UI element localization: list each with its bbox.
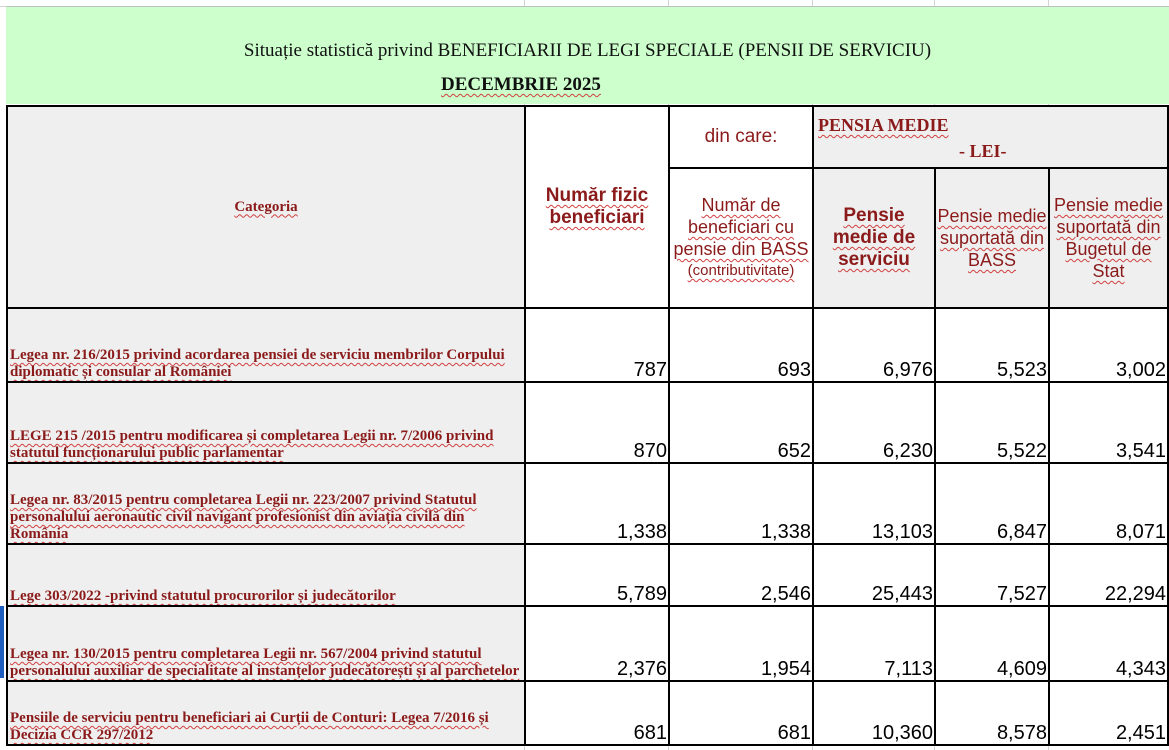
table-row <box>7 308 1168 382</box>
cell-suportata-bass: 6,847 <box>935 463 1049 544</box>
header-din-care: din care: <box>669 106 813 168</box>
statistics-table <box>6 105 1169 746</box>
cell-buget: 3,541 <box>1049 382 1168 463</box>
cell-numar: 5,789 <box>525 544 669 606</box>
cell-serviciu: 6,230 <box>813 382 935 463</box>
table-row <box>7 681 1168 745</box>
row-category: Pensiile de serviciu pentru beneficiari ai Curții de Conturi: Legea 7/2016 și Decizia CCR 297/2012 <box>7 681 525 745</box>
cell-serviciu: 10,360 <box>813 681 935 745</box>
cell-bass: 681 <box>669 681 813 745</box>
cell-serviciu: 25,443 <box>813 544 935 606</box>
header-numar-fizic: Număr fizic beneficiari <box>525 106 669 308</box>
cell-suportata-bass: 4,609 <box>935 606 1049 681</box>
header-pensia-medie-label: PENSIA MEDIE <box>818 115 949 135</box>
cell-numar: 787 <box>525 308 669 382</box>
cell-bass: 693 <box>669 308 813 382</box>
header-pensie-bass: Pensie medie suportată din BASS <box>935 168 1049 308</box>
cell-serviciu: 13,103 <box>813 463 935 544</box>
cell-bass: 652 <box>669 382 813 463</box>
row-category: Lege 303/2022 -privind statutul procurorilor și judecătorilor <box>7 544 525 606</box>
header-lei-label: - LEI- <box>959 141 1007 161</box>
header-pensie-serviciu: Pensie medie de serviciu <box>813 168 935 308</box>
row-selection-indicator <box>0 606 4 678</box>
cell-buget: 3,002 <box>1049 308 1168 382</box>
table-row <box>7 463 1168 544</box>
cell-buget: 4,343 <box>1049 606 1168 681</box>
header-pensie-buget: Pensie medie suportată din Bugetul de Stat <box>1049 168 1168 308</box>
cell-buget: 2,451 <box>1049 681 1168 745</box>
cell-bass: 1,954 <box>669 606 813 681</box>
cell-bass: 2,546 <box>669 544 813 606</box>
header-categoria: Categoria <box>7 106 525 308</box>
table-row <box>7 606 1168 681</box>
cell-numar: 681 <box>525 681 669 745</box>
cell-serviciu: 7,113 <box>813 606 935 681</box>
row-category: LEGE 215 /2015 pentru modificarea și completarea Legii nr. 7/2006 privind statutul funcționarului public parlamentar <box>7 382 525 463</box>
document-title: Situație statistică privind BENEFICIARII DE LEGI SPECIALE (PENSII DE SERVICIU) <box>243 40 932 61</box>
header-pensia-medie <box>813 106 1168 168</box>
cell-buget: 8,071 <box>1049 463 1168 544</box>
document-period: DECEMBRIE 2025 <box>441 74 601 95</box>
cell-numar: 870 <box>525 382 669 463</box>
cell-serviciu: 6,976 <box>813 308 935 382</box>
cell-buget: 22,294 <box>1049 544 1168 606</box>
cell-suportata-bass: 8,578 <box>935 681 1049 745</box>
table-row <box>7 382 1168 463</box>
row-category: Legea nr. 216/2015 privind acordarea pensiei de serviciu membrilor Corpului diplomatic și consular al României <box>7 308 525 382</box>
cell-numar: 1,338 <box>525 463 669 544</box>
cell-numar: 2,376 <box>525 606 669 681</box>
cell-bass: 1,338 <box>669 463 813 544</box>
header-numar-bass: Număr de beneficiari cu pensie din BASS (contributivitate) <box>669 168 813 308</box>
row-category: Legea nr. 83/2015 pentru completarea Legii nr. 223/2007 privind Statutul personalului aeronautic civil navigant profesionist din aviația civilă din România <box>7 463 525 544</box>
table-row <box>7 544 1168 606</box>
cell-suportata-bass: 5,522 <box>935 382 1049 463</box>
cell-suportata-bass: 5,523 <box>935 308 1049 382</box>
cell-suportata-bass: 7,527 <box>935 544 1049 606</box>
row-category: Legea nr. 130/2015 pentru completarea Legii nr. 567/2004 privind statutul personalului auxiliar de specialitate al instanțelor judecătorești și al parchetelor <box>7 606 525 681</box>
